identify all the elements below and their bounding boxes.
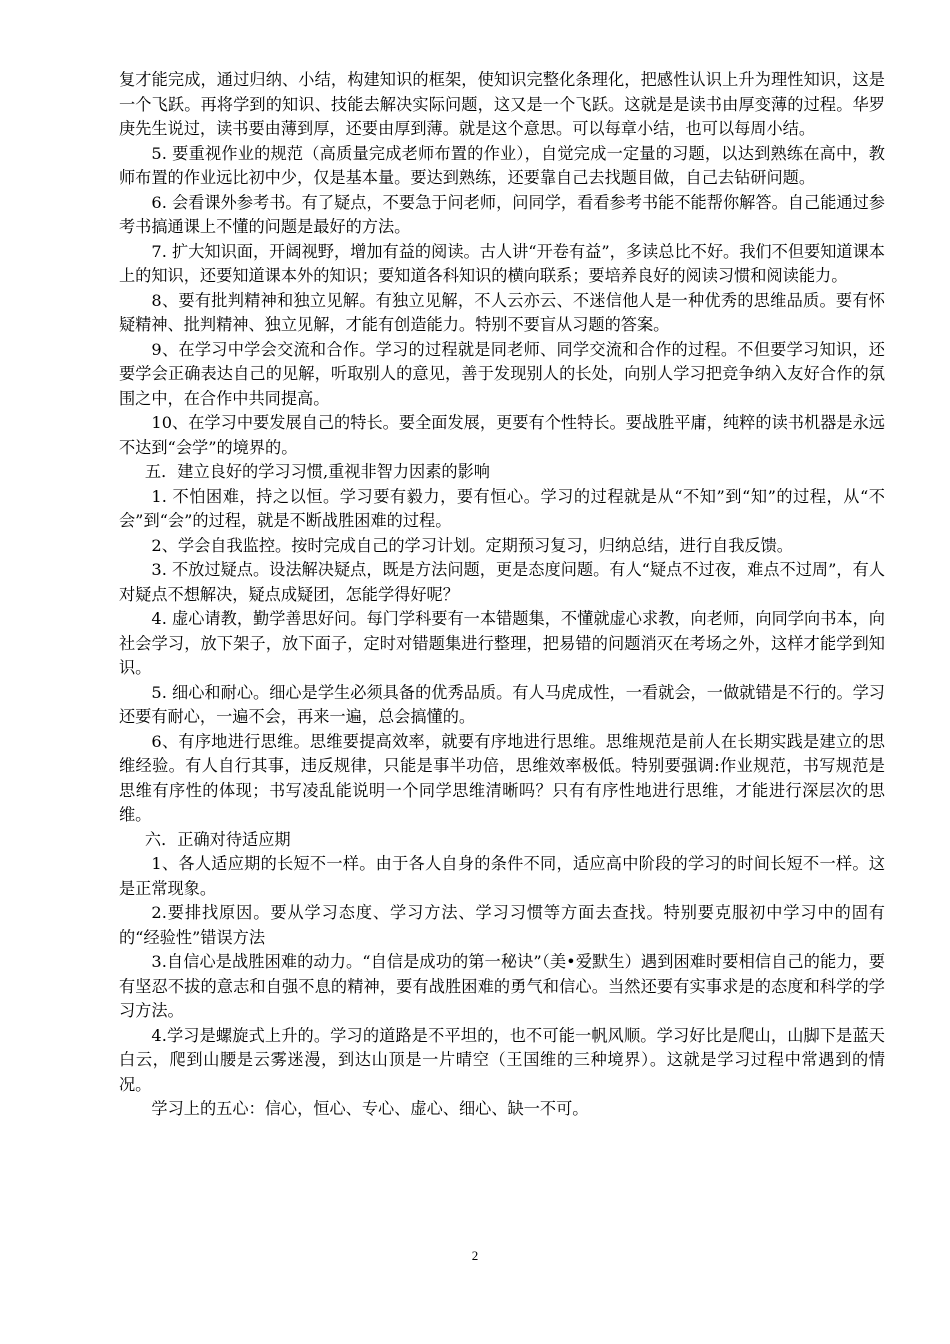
section-heading-6: 六．正确对待适应期 <box>144 829 291 849</box>
paragraph-habit-1: 1. 不怕困难，持之以恒。学习要有毅力，要有恒心。学习的过程就是从“不知”到“知”的过程，从“不会”到“会”的过程，就是不断战胜困难的过程。 <box>119 486 885 530</box>
document-body <box>119 68 885 1122</box>
page-number: 2 <box>471 1248 479 1263</box>
paragraph-item-10-specialty: 10、在学习中要发展自己的特长。要全面发展，更要有个性特长。要战胜平庸，纯粹的读书机器是永远不达到“会学”的境界的。 <box>119 413 885 457</box>
paragraph-adapt-4: 4.学习是螺旋式上升的。学习的道路是不平坦的，也不可能一帆风顺。学习好比是爬山，山脚下是蓝天白云，爬到山腰是云雾迷漫，到达山顶是一片晴空（王国维的三种境界）。这就是学习过程中常遇到的情况。 <box>119 1025 885 1094</box>
paragraph-habit-2: 2、学会自我监控。按时完成自己的学习计划。定期预习复习，归纳总结，进行自我反馈。 <box>151 535 793 555</box>
paragraph-item-9-cooperation: 9、在学习中学会交流和合作。学习的过程就是同老师、同学交流和合作的过程。不但要学习知识，还要学会正确表达自己的见解，听取别人的意见，善于发现别人的长处，向别人学习把竞争纳入友好合作的氛围之中，在合作中共同提高。 <box>119 339 885 408</box>
paragraph-adapt-2: 2.要排找原因。要从学习态度、学习方法、学习习惯等方面去查找。特别要克服初中学习中的固有的“经验性”错误方法 <box>119 903 885 947</box>
paragraph-item-5-homework: 5. 要重视作业的规范（高质量完成老师布置的作业），自觉完成一定量的习题，以达到熟练在高中，教师布置的作业远比初中少，仅是基本量。要达到熟练，还要靠自己去找题目做，自己去钻研问题。 <box>119 143 885 187</box>
paragraph-habit-6: 6、有序地进行思维。思维要提高效率，就要有序地进行思维。思维规范是前人在长期实践是建立的思维经验。有人自行其事，违反规律，只能是事半功倍，思维效率极低。特别要强调:作业规范，书写规范是思维有序性的体现；书写凌乱能说明一个同学思维清晰吗？只有有序性地进行思维，才能进行深层次的思维。 <box>119 731 885 824</box>
paragraph-adapt-1: 1、各人适应期的长短不一样。由于各人自身的条件不同，适应高中阶段的学习的时间长短不一样。这是正常现象。 <box>119 854 885 898</box>
paragraph-item-7-reading: 7. 扩大知识面，开阔视野，增加有益的阅读。古人讲“开卷有益”，多读总比不好。我们不但要知道课本上的知识，还要知道课本外的知识；要知道各科知识的横向联系；要培养良好的阅读习惯和阅读能力。 <box>119 241 885 285</box>
paragraph-adapt-3: 3.自信心是战胜困难的动力。“自信是成功的第一秘诀”（美•爱默生）遇到困难时要相信自己的能力，要有坚忍不拔的意志和自强不息的精神，要有战胜困难的勇气和信心。当然还要有实事求是的态度和科学的学习方法。 <box>119 952 885 1020</box>
paragraph-item-8-critical-thinking: 8、要有批判精神和独立见解。有独立见解，不人云亦云、不迷信他人是一种优秀的思维品质。要有怀疑精神、批判精神、独立见解，才能有创造能力。特别不要盲从习题的答案。 <box>119 290 885 334</box>
paragraph-continuation: 复才能完成，通过归纳、小结，构建知识的框架，使知识完整化条理化，把感性认识上升为理性知识，这是一个飞跃。再将学到的知识、技能去解决实际问题，这又是一个飞跃。这就是是读书由厚变薄的过程。华罗庚先生说过，读书要由薄到厚，还要由厚到薄。就是这个意思。可以每章小结，也可以每周小结。 <box>119 70 885 138</box>
paragraph-item-6-reference-books: 6. 会看课外参考书。有了疑点，不要急于问老师，问同学，看看参考书能不能帮你解答。自己能通过参考书搞通课上不懂的问题是最好的方法。 <box>119 192 885 236</box>
section-heading-5: 五．建立良好的学习习惯,重视非智力因素的影响 <box>144 462 490 481</box>
paragraph-five-hearts: 学习上的五心：信心，恒心、专心、虚心、细心、缺一不可。 <box>151 1099 589 1118</box>
paragraph-habit-4: 4. 虚心请教，勤学善思好问。每门学科要有一本错题集，不懂就虚心求教，向老师，向同学向书本，向社会学习，放下架子，放下面子，定时对错题集进行整理，把易错的问题消灭在考场之外，这样才能学到知识。 <box>119 609 885 677</box>
paragraph-habit-5: 5. 细心和耐心。细心是学生必须具备的优秀品质。有人马虎成性，一看就会，一做就错是不行的。学习还要有耐心，一遍不会，再来一遍，总会搞懂的。 <box>119 682 885 726</box>
paragraph-habit-3: 3. 不放过疑点。设法解决疑点，既是方法问题，更是态度问题。有人“疑点不过夜，难点不过周”，有人对疑点不想解决，疑点成疑团，怎能学得好呢？ <box>119 560 885 604</box>
